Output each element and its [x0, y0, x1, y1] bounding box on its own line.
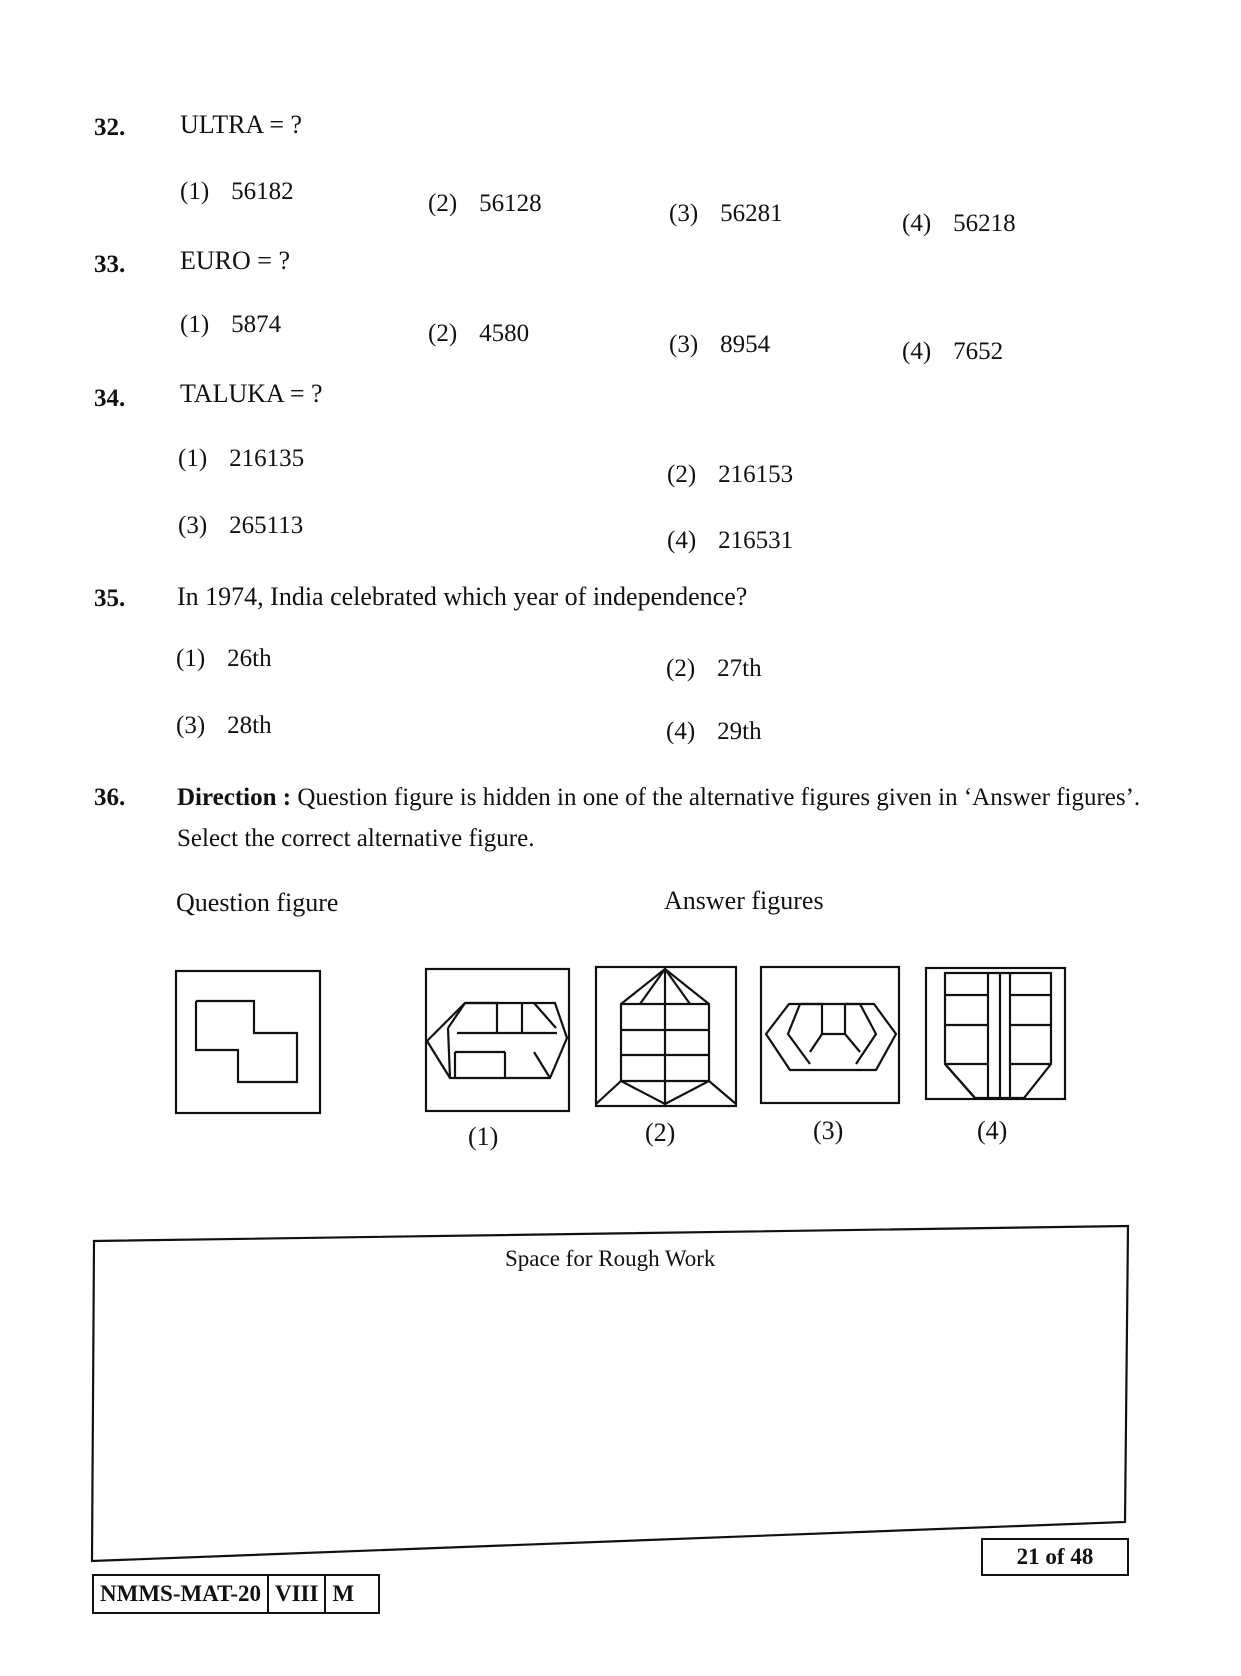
paper-code: NMMS-MAT-20	[94, 1576, 269, 1612]
option-1[interactable]: (1) 216135	[178, 445, 305, 472]
question-number: 35.	[94, 585, 126, 612]
option-4[interactable]: (4) 216531	[667, 527, 794, 554]
question-figure-label: Question figure	[176, 888, 339, 917]
question-number: 32.	[94, 114, 126, 141]
question-text: ULTRA = ?	[180, 110, 303, 139]
question-text: Question figure is hidden in one of the alternative figures given in ‘Answer figures’. Select the correct alternative figure.	[177, 784, 1141, 852]
option-4[interactable]: (4) 56218	[902, 210, 1016, 237]
question-number: 36.	[94, 784, 126, 811]
question-text: In 1974, India celebrated which year of independence?	[177, 582, 748, 611]
answer-figures-label: Answer figures	[664, 886, 824, 915]
question-text: TALUKA = ?	[180, 379, 323, 408]
direction-label: Direction :	[177, 784, 292, 811]
paper-class: VIII	[269, 1576, 326, 1612]
answer-figure-3[interactable]	[761, 967, 899, 1103]
answer-figure-2[interactable]	[596, 967, 736, 1106]
answer-figure-1[interactable]	[426, 969, 569, 1111]
figure-label-1: (1)	[468, 1122, 499, 1151]
question-number: 34.	[94, 385, 126, 412]
question-figure	[176, 971, 320, 1113]
option-1[interactable]: (1) 26th	[176, 645, 272, 672]
option-3[interactable]: (3) 28th	[176, 712, 272, 739]
option-2[interactable]: (2) 4580	[428, 320, 530, 347]
page-number: 21 of 48	[981, 1538, 1129, 1576]
paper-medium: M	[332, 1581, 355, 1606]
figure-label-4: (4)	[977, 1116, 1008, 1145]
option-1[interactable]: (1) 5874	[180, 311, 282, 338]
option-4[interactable]: (4) 29th	[666, 718, 762, 745]
option-2[interactable]: (2) 56128	[428, 190, 542, 217]
rough-work-label: Space for Rough Work	[505, 1246, 716, 1271]
option-3[interactable]: (3) 8954	[669, 331, 771, 358]
option-2[interactable]: (2) 27th	[666, 655, 762, 682]
option-3[interactable]: (3) 265113	[178, 512, 304, 539]
rough-work-box	[92, 1226, 1128, 1561]
option-1[interactable]: (1) 56182	[180, 178, 294, 205]
option-4[interactable]: (4) 7652	[902, 338, 1004, 365]
option-2[interactable]: (2) 216153	[667, 461, 794, 488]
option-3[interactable]: (3) 56281	[669, 200, 783, 227]
paper-code-box	[92, 1574, 380, 1614]
figure-label-3: (3)	[813, 1116, 844, 1145]
question-number: 33.	[94, 251, 126, 278]
question-text: EURO = ?	[180, 246, 290, 275]
figure-label-2: (2)	[645, 1118, 676, 1147]
answer-figure-4[interactable]	[926, 968, 1065, 1099]
